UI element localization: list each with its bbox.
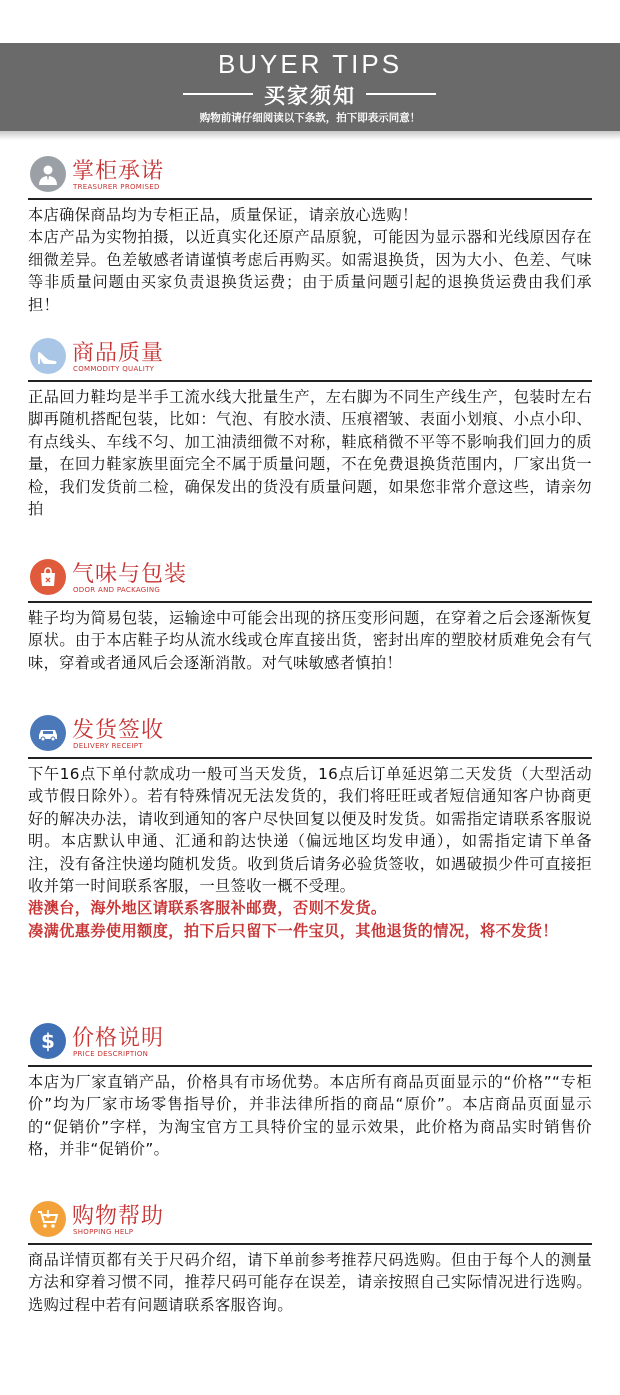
svg-text:$: $ (41, 1029, 55, 1053)
section-body (28, 204, 592, 316)
section-rule (28, 1065, 592, 1067)
high-heel-icon (30, 338, 66, 374)
section-treasurer-promised (0, 152, 620, 316)
section-subtitle: COMMODITY QUALITY (73, 365, 155, 373)
section-delivery-receipt (0, 711, 620, 942)
banner-divider-right (366, 93, 436, 95)
section-body (28, 1071, 592, 1161)
section-body (28, 386, 592, 520)
paragraph: 本店产品为实物拍摄，以近真实化还原产品原貌，可能因为显示器和光线原因存在细微差异。色差敏感者请谨慎考虑后再购买。如需退换货，因为大小、色差、气味等非质量问题由买家负责退换货运费；由于质量问题引起的退换货运费由我们承担！ (28, 228, 592, 314)
section-header (0, 1019, 620, 1071)
section-body (28, 607, 592, 674)
paragraph: 本店确保商品均为专柜正品，质量保证，请亲放心选购！ (28, 206, 418, 224)
section-rule (28, 198, 592, 200)
section-title: 掌柜承诺 (72, 159, 165, 184)
dollar-icon (30, 1023, 66, 1059)
paragraph: 下午16点下单付款成功一般可当天发货，16点后订单延迟第二天发货（大型活动或节假日除外）。若有特殊情况无法发货的，我们将旺旺或者短信通知客户协商更好的解决办法，请收到通知的客户尽快回复以便及时发货。如需指定请联系客服说明。本店默认申通、汇通和韵达快递（偏远地区均发申通），如需指定请下单备注，没有备注快递均随机发货。收到货后请务必验货签收，如遇破损少件可直接拒收并第一时间联系客服，一旦签收一概不受理。 (28, 765, 592, 896)
section-rule (28, 380, 592, 382)
person-icon (30, 156, 66, 192)
section-title: 购物帮助 (72, 1204, 165, 1229)
section-body (28, 763, 592, 942)
section-title: 气味与包装 (72, 562, 188, 587)
section-rule (28, 1243, 592, 1245)
banner-shadow (0, 131, 620, 140)
section-rule (28, 601, 592, 603)
paragraph: 鞋子均为简易包装，运输途中可能会出现的挤压变形问题，在穿着之后会逐渐恢复原状。由于本店鞋子均从流水线或仓库直接出货，密封出库的塑胶材质难免会有气味，穿着或者通风后会逐渐消散。对气味敏感者慎拍！ (28, 609, 592, 672)
section-subtitle: TREASURER PROMISED (73, 183, 160, 191)
car-icon (30, 715, 66, 751)
warning-text: 凑满优惠券使用额度，拍下后只留下一件宝贝，其他退货的情况，将不发货！ (28, 921, 558, 940)
warning-text: 港澳台，海外地区请联系客服补邮费，否则不发货。 (28, 899, 387, 918)
section-header (0, 334, 620, 386)
banner-subtitle: 买家须知 (264, 84, 356, 108)
banner-divider-left (183, 93, 253, 95)
banner-note: 购物前请仔细阅读以下条款，拍下即表示同意！ (199, 112, 421, 124)
paragraph: 商品详情页都有关于尺码介绍，请下单前参考推荐尺码选购。但由于每个人的测量方法和穿着习惯不同，推荐尺码可能存在误差，请亲按照自己实际情况进行选购。选购过程中若有问题请联系客服咨询。 (28, 1251, 592, 1314)
section-subtitle: SHOPPING HELP (73, 1228, 134, 1236)
section-price-description (0, 1019, 620, 1161)
section-odor-packaging (0, 555, 620, 674)
section-header (0, 555, 620, 607)
section-title: 价格说明 (72, 1026, 165, 1051)
section-commodity-quality (0, 334, 620, 520)
section-title: 商品质量 (72, 341, 165, 366)
banner-subtitle-row (0, 80, 620, 106)
section-header (0, 711, 620, 763)
section-body (28, 1249, 592, 1316)
shopping-bag-icon (30, 559, 66, 595)
paragraph: 正品回力鞋均是半手工流水线大批量生产，左右脚为不同生产线生产，包装时左右脚再随机搭配包装，比如：气泡、有胶水渍、压痕褶皱、表面小划痕、小点小印、有点线头、车线不匀、加工油渍细微不对称，鞋底稍微不平等不影响我们回力的质量，在回力鞋家族里面完全不属于质量问题，不在免费退换货范围内，厂家出货一检，我们发货前二检，确保发出的货没有质量问题，如果您非常介意这些，请亲勿拍 (28, 388, 592, 519)
buyer-tips-banner (0, 43, 620, 131)
section-subtitle: DELIVERY RECEIPT (73, 742, 143, 750)
paragraph: 本店为厂家直销产品，价格具有市场优势。本店所有商品页面显示的“价格”“专柜价”均为厂家市场零售指导价，并非法律所指的商品“原价”。本店商品页面显示的“促销价”字样，为淘宝官方工具特价宝的显示效果，此价格为商品实时销售价格，并非“促销价”。 (28, 1073, 592, 1159)
banner-title: BUYER TIPS (217, 49, 403, 79)
section-header (0, 1197, 620, 1249)
section-shopping-help (0, 1197, 620, 1316)
section-header (0, 152, 620, 204)
section-subtitle: ODOR AND PACKAGING (73, 586, 161, 594)
section-title: 发货签收 (72, 718, 165, 743)
section-subtitle: PRICE DESCRIPTION (73, 1050, 149, 1058)
cart-icon (30, 1201, 66, 1237)
section-rule (28, 757, 592, 759)
